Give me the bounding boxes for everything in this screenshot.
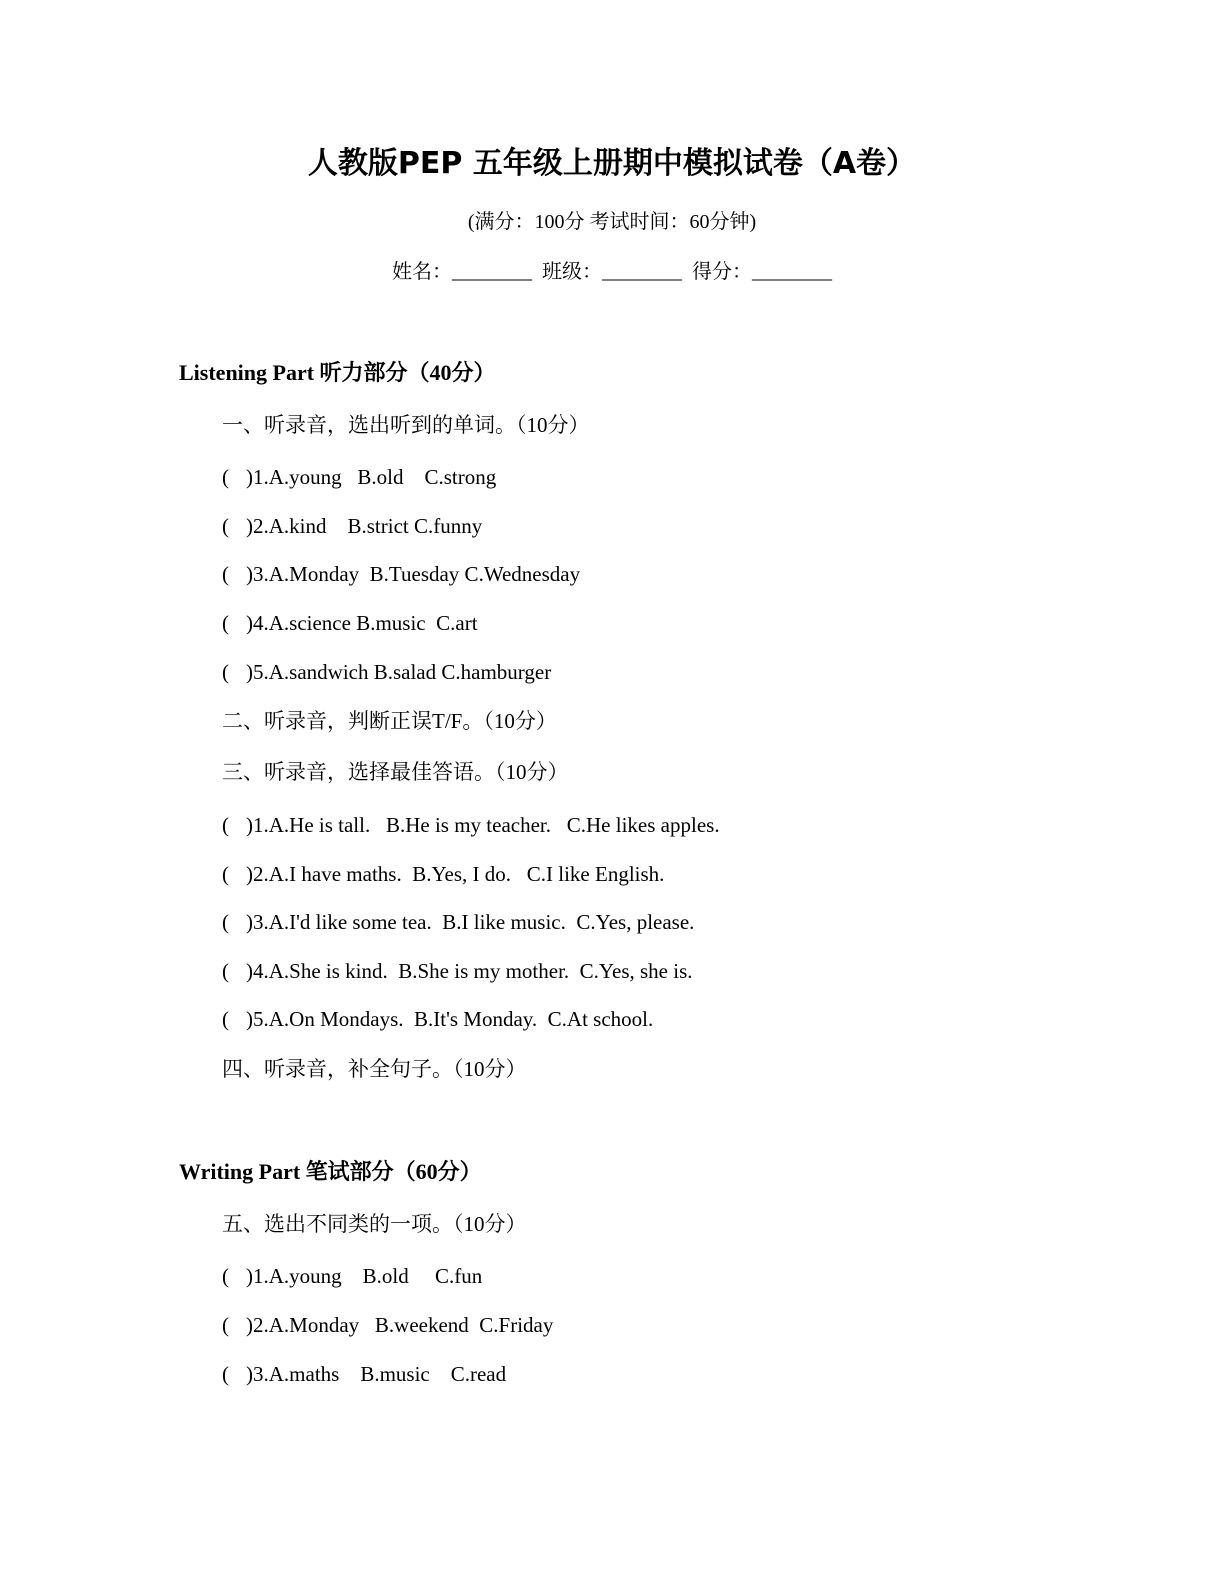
q3-item-5: ( )5.A.On Mondays. B.It's Monday. C.At school. (222, 1007, 654, 1031)
listening-section-heading: Listening Part 听力部分（40分） (179, 360, 496, 385)
q3-item-2: ( )2.A.I have maths. B.Yes, I do. C.I like English. (222, 862, 665, 886)
q3-item-4: ( )4.A.She is kind. B.She is my mother. C.Yes, she is. (222, 959, 693, 983)
answer-blank[interactable]: ( (222, 910, 229, 934)
answer-blank[interactable]: ( (222, 660, 229, 684)
exam-subtitle: (满分：100分 考试时间：60分钟) (467, 211, 757, 233)
student-info-line (0, 258, 1224, 286)
q5-item-3: ( )3.A.maths B.music C.read (222, 1362, 507, 1386)
q1-item-3: ( )3.A.Monday B.Tuesday C.Wednesday (222, 562, 581, 586)
answer-blank[interactable]: ( (222, 611, 229, 635)
page-title: 人教版PEP 五年级上册期中模拟试卷（A卷） (307, 146, 917, 181)
q5-item-2: ( )2.A.Monday B.weekend C.Friday (222, 1313, 554, 1337)
answer-blank[interactable]: ( (222, 1362, 229, 1386)
q5-item-1: ( )1.A.young B.old C.fun (222, 1264, 483, 1288)
answer-blank[interactable]: ( (222, 813, 229, 837)
q1-item-5: ( )5.A.sandwich B.salad C.hamburger (222, 660, 552, 684)
name-field[interactable]: 姓名：________ (392, 261, 532, 283)
answer-blank[interactable]: ( (222, 465, 229, 489)
answer-blank[interactable]: ( (222, 1264, 229, 1288)
answer-blank[interactable]: ( (222, 562, 229, 586)
q1-item-1: ( )1.A.young B.old C.strong (222, 465, 497, 489)
q3-item-3: ( )3.A.I'd like some tea. B.I like music. C.Yes, please. (222, 910, 695, 934)
question-2-title: 二、听录音，判断正误T/F。（10分） (222, 709, 557, 733)
question-4-title: 四、听录音，补全句子。（10分） (222, 1057, 527, 1081)
class-field[interactable]: 班级：________ (542, 261, 682, 283)
q1-item-4: ( )4.A.science B.music C.art (222, 611, 478, 635)
question-1-title: 一、听录音，选出听到的单词。（10分） (222, 413, 590, 437)
answer-blank[interactable]: ( (222, 1313, 229, 1337)
answer-blank[interactable]: ( (222, 1007, 229, 1031)
question-3-title: 三、听录音，选择最佳答语。（10分） (222, 760, 569, 784)
question-5-title: 五、选出不同类的一项。（10分） (222, 1212, 527, 1236)
q3-item-1: ( )1.A.He is tall. B.He is my teacher. C.He likes apples. (222, 813, 720, 837)
answer-blank[interactable]: ( (222, 514, 229, 538)
answer-blank[interactable]: ( (222, 862, 229, 886)
q1-item-2: ( )2.A.kind B.strict C.funny (222, 514, 483, 538)
score-field[interactable]: 得分：________ (692, 261, 832, 283)
answer-blank[interactable]: ( (222, 959, 229, 983)
writing-section-heading: Writing Part 笔试部分（60分） (179, 1159, 482, 1184)
